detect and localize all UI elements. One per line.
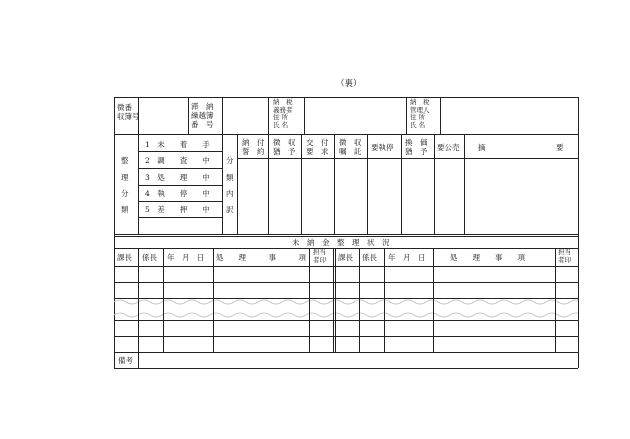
hdr-kacho-2: 課長 xyxy=(338,253,353,262)
seiri-item-5: 5 差 押 中 xyxy=(145,205,210,214)
col-tekiyo-2: 要 xyxy=(556,143,564,152)
top-row-bottom xyxy=(114,134,578,135)
bunrui-label-2: 類 xyxy=(226,173,234,182)
page-title: （裏） xyxy=(336,79,362,89)
omission-break xyxy=(114,298,578,320)
hdr-kakaricho-2: 係長 xyxy=(362,253,377,262)
nozei-kanrinin-label: 納 税 管理人 住 所 氏 名 xyxy=(410,98,430,129)
seiri-side-label-2: 理 xyxy=(121,173,129,182)
frame-left xyxy=(114,97,115,368)
biko-label: 備考 xyxy=(118,356,133,365)
seiri-item-4: 4 執 停 中 xyxy=(145,189,210,198)
col-nofu-seiyaku: 納 付 誓 約 xyxy=(242,138,265,156)
frame-right xyxy=(578,97,579,368)
hdr-kakaricho-1: 係長 xyxy=(142,253,157,262)
bunrui-label-3: 内 xyxy=(226,189,234,198)
hdr-tanto-2: 担当 者印 xyxy=(558,248,571,264)
bunrui-label-4: 訳 xyxy=(226,205,234,214)
hdr-kacho-1: 課長 xyxy=(117,253,132,262)
hdr-date-1: 年 月 日 xyxy=(167,253,205,262)
seiri-side-label-3: 分 xyxy=(121,189,129,198)
nozeigimusha-label: 納 税 義務者 住 所 氏 名 xyxy=(273,98,293,129)
hdr-shori-jiko-1: 処 理 事 項 xyxy=(216,253,306,262)
col-choshu-shokutaku: 徴 収 嘱 託 xyxy=(339,138,362,156)
col-kofu-yokyu: 交 付 要 求 xyxy=(306,138,329,156)
seiri-side-label-1: 整 xyxy=(121,156,129,165)
frame-bottom xyxy=(114,368,578,369)
seiri-item-1: 1 未 着 手 xyxy=(145,140,210,149)
col-tekiyo-1: 摘 xyxy=(478,143,486,152)
col-yoshittei: 要執停 xyxy=(371,143,394,152)
col-choshu-yuyo: 徴 収 猶 予 xyxy=(273,138,296,156)
taino-bango-label: 滞 納 繰越簿 番 号 xyxy=(191,102,214,129)
hdr-tanto-1: 担当 者印 xyxy=(313,248,326,264)
col-kanka-yuyo: 換 価 猶 予 xyxy=(405,138,428,156)
chosho-bango-label: 徴番 収簿号 xyxy=(117,103,140,121)
col-yokoubai: 要公売 xyxy=(437,143,460,152)
section-bottom xyxy=(114,234,578,235)
frame-top xyxy=(114,97,578,98)
seiri-item-2: 2 調 査 中 xyxy=(145,156,210,165)
hdr-date-2: 年 月 日 xyxy=(388,253,426,262)
hdr-shori-jiko-2: 処 理 事 項 xyxy=(450,253,525,262)
bunrui-label-1: 分 xyxy=(226,156,234,165)
seiri-side-label-4: 類 xyxy=(121,205,129,214)
seiri-item-3: 3 処 理 中 xyxy=(145,173,210,182)
status-title: 未 納 金 整 理 状 況 xyxy=(292,238,390,247)
